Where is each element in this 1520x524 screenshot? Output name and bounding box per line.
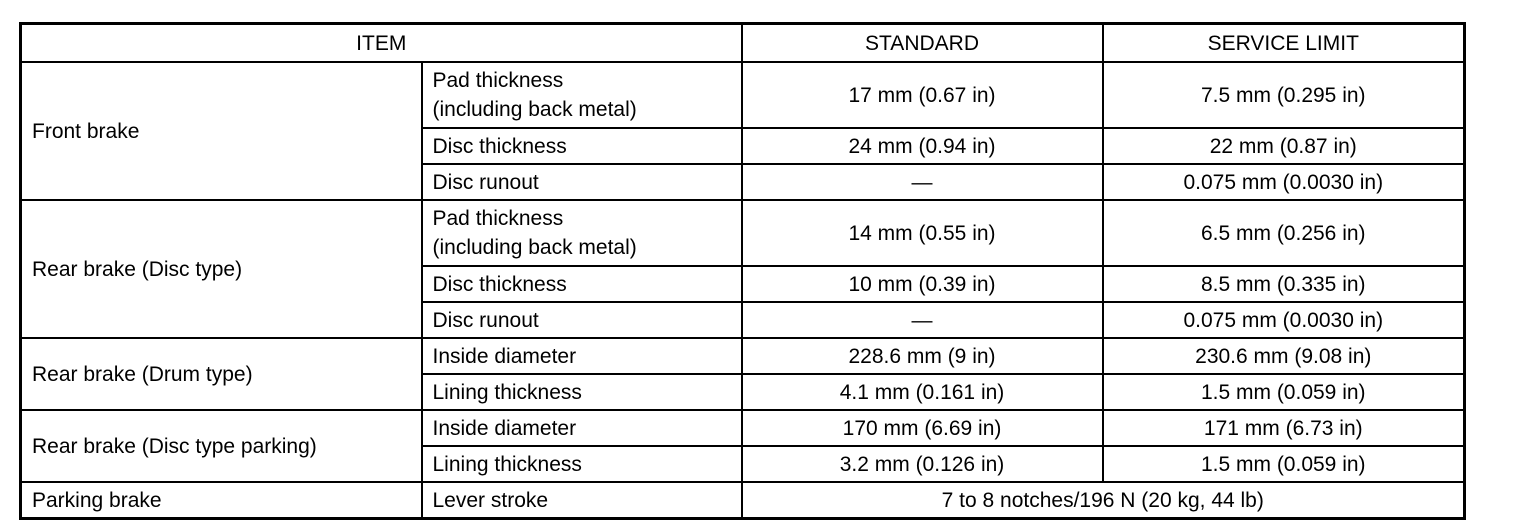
- item-cell: [422, 200, 742, 266]
- item-cell: Disc runout: [422, 302, 742, 338]
- item-line-2: (including back metal): [432, 236, 637, 259]
- table-header-row: [21, 24, 1465, 63]
- header-service-limit: SERVICE LIMIT: [1103, 24, 1465, 63]
- item-line-1: Pad thickness: [432, 69, 564, 92]
- item-cell: Lever stroke: [422, 482, 742, 519]
- standard-cell: 4.1 mm (0.161 in): [742, 374, 1103, 410]
- header-item: ITEM: [21, 24, 742, 63]
- item-cell: Disc thickness: [422, 266, 742, 302]
- group-parking-brake: Parking brake: [21, 482, 422, 519]
- standard-cell: 24 mm (0.94 in): [742, 128, 1103, 164]
- item-cell: Inside diameter: [422, 338, 742, 374]
- standard-cell: —: [742, 302, 1103, 338]
- item-cell: Disc thickness: [422, 128, 742, 164]
- item-cell: Lining thickness: [422, 446, 742, 482]
- group-rear-brake-drum: Rear brake (Drum type): [21, 338, 422, 410]
- item-cell: [422, 62, 742, 128]
- table-row: [21, 482, 1465, 519]
- limit-cell: 0.075 mm (0.0030 in): [1103, 164, 1465, 200]
- item-line-2: (including back metal): [432, 98, 637, 121]
- table-row: [21, 410, 1465, 446]
- item-cell: Inside diameter: [422, 410, 742, 446]
- group-front-brake: Front brake: [21, 62, 422, 200]
- standard-cell: 170 mm (6.69 in): [742, 410, 1103, 446]
- table-row: [21, 200, 1465, 266]
- standard-cell: —: [742, 164, 1103, 200]
- standard-cell: 10 mm (0.39 in): [742, 266, 1103, 302]
- group-rear-brake-disc: Rear brake (Disc type): [21, 200, 422, 338]
- item-cell: Lining thickness: [422, 374, 742, 410]
- standard-cell: 228.6 mm (9 in): [742, 338, 1103, 374]
- limit-cell: 6.5 mm (0.256 in): [1103, 200, 1465, 266]
- combined-value-cell: 7 to 8 notches/196 N (20 kg, 44 lb): [742, 482, 1465, 519]
- table-row: [21, 62, 1465, 128]
- standard-cell: 14 mm (0.55 in): [742, 200, 1103, 266]
- item-line-1: Pad thickness: [432, 207, 564, 230]
- item-cell: Disc runout: [422, 164, 742, 200]
- limit-cell: 1.5 mm (0.059 in): [1103, 446, 1465, 482]
- brake-specifications-table: [19, 22, 1466, 520]
- group-rear-brake-disc-parking: Rear brake (Disc type parking): [21, 410, 422, 482]
- header-standard: STANDARD: [742, 24, 1103, 63]
- limit-cell: 1.5 mm (0.059 in): [1103, 374, 1465, 410]
- standard-cell: 3.2 mm (0.126 in): [742, 446, 1103, 482]
- limit-cell: 230.6 mm (9.08 in): [1103, 338, 1465, 374]
- limit-cell: 22 mm (0.87 in): [1103, 128, 1465, 164]
- standard-cell: 17 mm (0.67 in): [742, 62, 1103, 128]
- limit-cell: 0.075 mm (0.0030 in): [1103, 302, 1465, 338]
- table-row: [21, 338, 1465, 374]
- limit-cell: 171 mm (6.73 in): [1103, 410, 1465, 446]
- limit-cell: 7.5 mm (0.295 in): [1103, 62, 1465, 128]
- limit-cell: 8.5 mm (0.335 in): [1103, 266, 1465, 302]
